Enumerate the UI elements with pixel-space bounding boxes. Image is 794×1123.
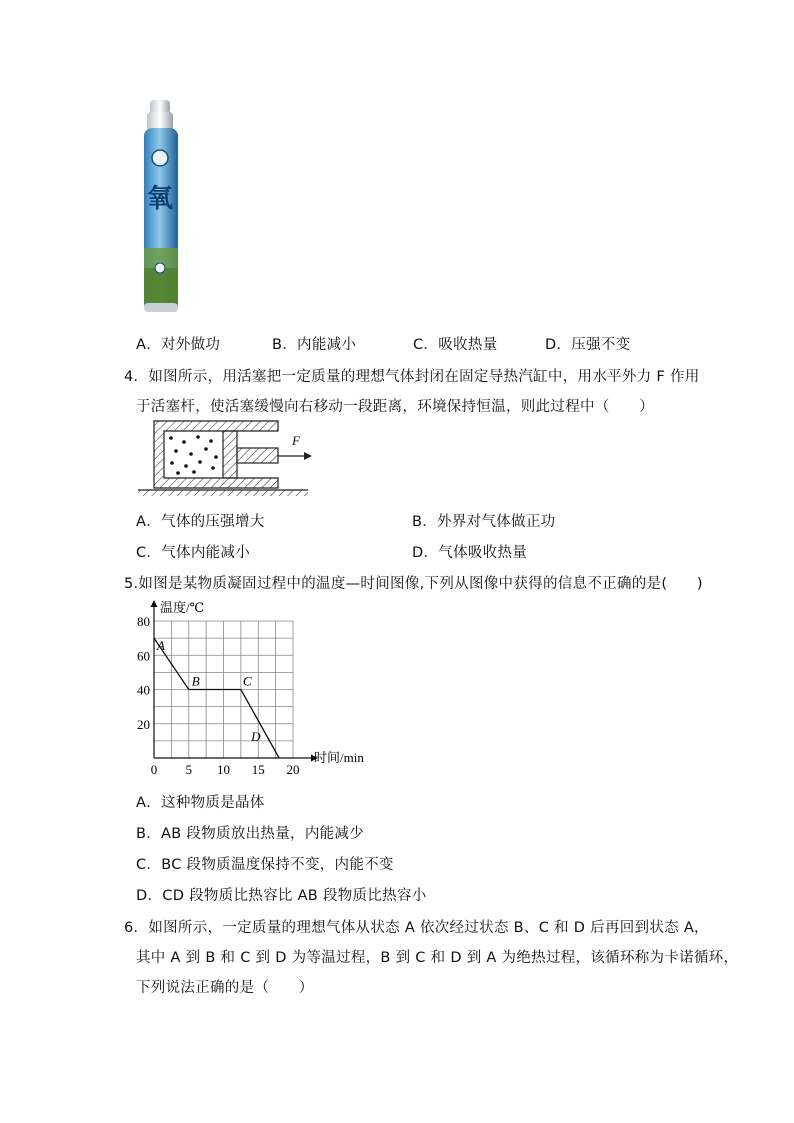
q6-stem-line1: 6．如图所示，一定质量的理想气体从状态 A 依次经过状态 B、C 和 D 后再回到状态 A， (124, 920, 709, 936)
q5-option-b[interactable]: B．AB 段物质放出热量，内能减少 (136, 826, 365, 842)
x-tick-label: 5 (185, 762, 192, 777)
q4-option-a[interactable]: A．气体的压强增大 (136, 514, 265, 530)
point-label-c: C (242, 673, 252, 689)
q5-option-c[interactable]: C．BC 段物质温度保持不变，内能不变 (136, 857, 394, 873)
y-tick-label: 20 (137, 716, 150, 732)
gas-molecules (169, 435, 218, 475)
q4-option-c[interactable]: C．气体内能减小 (136, 545, 251, 561)
q6-stem-line2: 其中 A 到 B 和 C 到 D 为等温过程，B 到 C 和 D 到 A 为绝热过程，该循环称为卡诺循环， (136, 950, 739, 966)
y-axis-label: 温度/℃ (160, 600, 205, 615)
q4-stem-line2: 于活塞杆，使活塞缓慢向右移动一段距离，环境保持恒温，则此过程中（ ） (136, 399, 654, 415)
y-tick-label: 40 (137, 682, 150, 698)
q3-option-d[interactable]: D．压强不变 (545, 337, 631, 353)
x-tick-label: 15 (251, 762, 265, 777)
q3-option-a[interactable]: A．对外做功 (136, 337, 221, 353)
point-label-a: A (157, 638, 165, 654)
cylinder-piston-diagram (136, 418, 316, 498)
q5-stem: 5.如图是某物质凝固过程中的温度—时间图像,下列从图像中获得的信息不正确的是( ) (124, 576, 703, 592)
can-label: 氧 (147, 184, 174, 214)
y-tick-label: 80 (137, 614, 150, 629)
q6-stem-line3: 下列说法正确的是（ ） (136, 980, 314, 996)
q3-option-b[interactable]: B．内能减小 (272, 337, 357, 353)
q3-option-c[interactable]: C．吸收热量 (413, 337, 498, 353)
point-label-d: D (251, 729, 261, 744)
x-tick-label: 10 (217, 762, 230, 777)
q5-option-a[interactable]: A．这种物质是晶体 (136, 795, 265, 811)
x-axis-label: 时间/min (314, 750, 364, 765)
x-tick-label: 0 (150, 762, 158, 777)
y-axis-arrow (151, 600, 158, 607)
x-tick-label: 20 (286, 762, 300, 777)
temperature-time-chart (130, 596, 380, 778)
y-tick-label: 60 (137, 648, 150, 664)
q4-option-b[interactable]: B．外界对气体做正功 (412, 514, 556, 530)
force-label: F (292, 433, 300, 448)
chart-series (154, 638, 279, 758)
q5-option-d[interactable]: D．CD 段物质比热容比 AB 段物质比热容小 (136, 888, 427, 904)
point-label-b: B (191, 673, 200, 689)
q4-stem-line1: 4．如图所示，用活塞把一定质量的理想气体封闭在固定导热汽缸中，用水平外力 F 作用 (124, 369, 700, 385)
q4-option-d[interactable]: D．气体吸收热量 (412, 545, 528, 561)
